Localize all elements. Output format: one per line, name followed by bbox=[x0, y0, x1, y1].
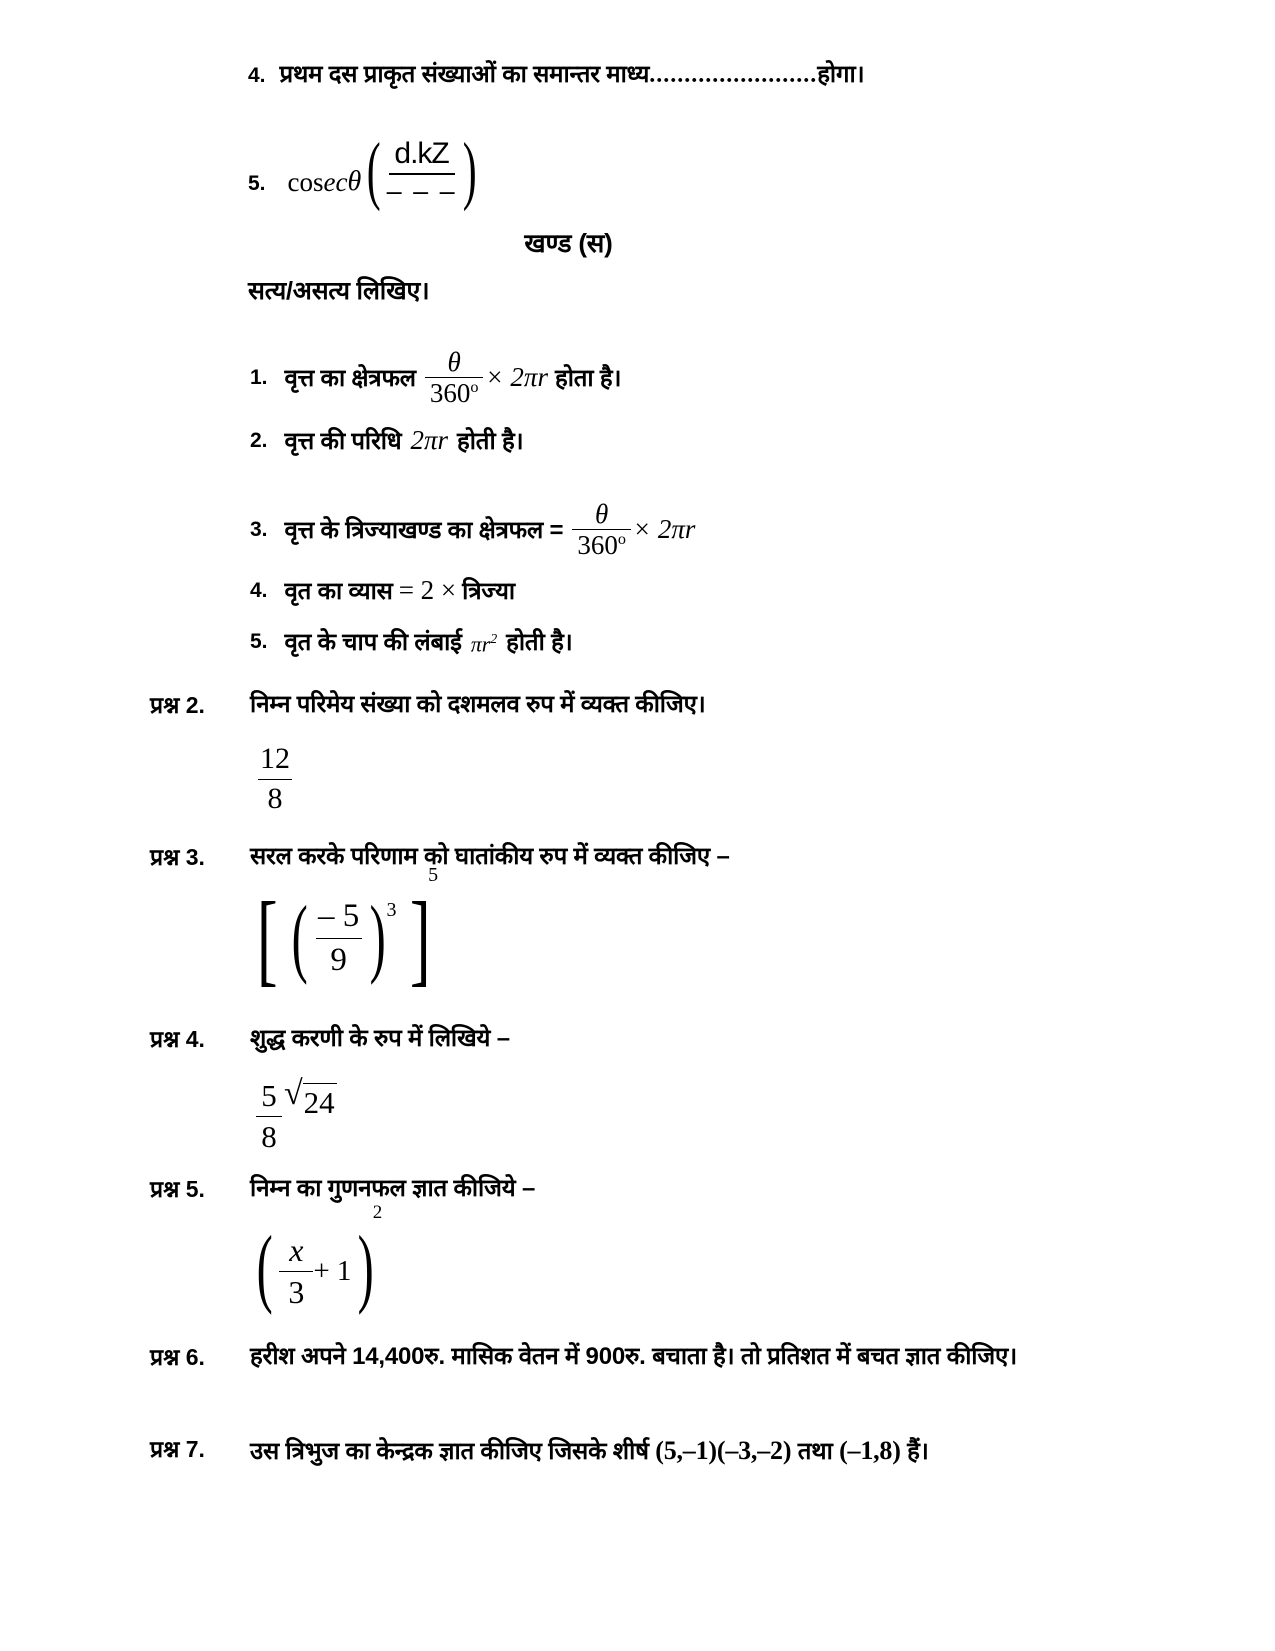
vertex-point-2: (–3,–2) bbox=[716, 1436, 792, 1465]
tf2-text-before: वृत्त की परिधि bbox=[284, 428, 402, 455]
paren-right: ) bbox=[358, 1219, 375, 1316]
inner-exponent: 3 bbox=[386, 899, 397, 922]
question-6-label: प्रश्न 6. bbox=[150, 1344, 205, 1370]
fraction-minus5-over-9 bbox=[314, 898, 363, 979]
tf4-math: = 2 × bbox=[398, 575, 457, 605]
question-3 bbox=[150, 840, 730, 875]
exponent: 2 bbox=[490, 631, 498, 647]
dkz-fraction bbox=[386, 137, 457, 207]
tf4-text-before: वृत का व्यास bbox=[284, 578, 393, 605]
question-6-text: हरीश अपने 14,400रु. मासिक वेतन में 900रु. बचाता है। तो प्रतिशत में बचत ज्ञात कीजिए। bbox=[250, 1343, 1017, 1370]
question-2-label: प्रश्न 2. bbox=[150, 692, 205, 718]
paren-left: ( bbox=[366, 128, 381, 212]
question-4-label: प्रश्न 4. bbox=[150, 1026, 205, 1052]
degree-symbol: o bbox=[617, 530, 626, 549]
denominator-value: 360 bbox=[429, 378, 471, 409]
question-4-expression bbox=[256, 1075, 337, 1155]
item-number: 4. bbox=[248, 64, 266, 87]
denominator: 3 bbox=[279, 1271, 313, 1311]
tf1-text-after: होता है। bbox=[554, 365, 622, 393]
section-heading: खण्ड (स) bbox=[524, 228, 613, 258]
item-number: 5. bbox=[250, 629, 268, 653]
question-2-expression bbox=[258, 742, 292, 816]
fraction-5-over-8 bbox=[256, 1078, 282, 1155]
true-false-item-1 bbox=[250, 348, 621, 408]
outer-exponent: 5 bbox=[428, 864, 439, 886]
question-3-expression bbox=[250, 864, 447, 996]
true-false-instruction bbox=[248, 273, 429, 307]
question-7-label: प्रश्न 7. bbox=[150, 1436, 205, 1462]
inner-group bbox=[285, 889, 403, 987]
tf2-math: 2πr bbox=[410, 425, 449, 455]
question-5 bbox=[150, 1172, 535, 1207]
question-7 bbox=[150, 1432, 1150, 1470]
item-number: 5. bbox=[248, 172, 266, 196]
fill-blank-item-4 bbox=[248, 58, 864, 92]
cosec-prefix bbox=[288, 167, 348, 198]
vertex-point-1: (5,–1) bbox=[655, 1436, 717, 1465]
degree-denominator bbox=[425, 377, 484, 407]
question-5-label: प्रश्न 5. bbox=[150, 1176, 205, 1202]
degree-symbol: o bbox=[470, 378, 479, 397]
denominator: 9 bbox=[316, 938, 362, 979]
question-4 bbox=[150, 1022, 510, 1057]
plus-one: + 1 bbox=[313, 1255, 352, 1287]
bracket-power-expression bbox=[250, 864, 447, 996]
question-7-text bbox=[250, 1432, 929, 1470]
fraction-x-over-3 bbox=[279, 1232, 313, 1311]
denominator: 8 bbox=[256, 1116, 282, 1155]
theta-symbol: θ bbox=[347, 166, 362, 198]
theta-numerator: θ bbox=[594, 499, 609, 529]
tf4-text-after: त्रिज्या bbox=[462, 578, 515, 605]
paren-right: ) bbox=[462, 128, 477, 212]
square-bracket-left: [ bbox=[256, 881, 278, 996]
question-5-expression bbox=[250, 1202, 390, 1316]
tf1-tail-math: × 2πr bbox=[485, 362, 548, 393]
vertex-point-3: (–1,8) bbox=[839, 1436, 901, 1465]
item-number: 1. bbox=[250, 365, 268, 389]
square-bracket-right: ] bbox=[409, 881, 431, 996]
true-false-item-3 bbox=[250, 500, 695, 560]
denominator: 8 bbox=[258, 779, 292, 816]
cosec-expression bbox=[287, 128, 482, 212]
ec-text: ec bbox=[323, 166, 348, 197]
numerator: 5 bbox=[261, 1078, 277, 1113]
true-false-item-5 bbox=[250, 625, 573, 658]
paren-left: ( bbox=[256, 1219, 273, 1316]
question-7-text-before: उस त्रिभुज का केन्द्रक ज्ञात कीजिए जिसके शीर्ष bbox=[250, 1438, 649, 1465]
fill-blank-item-5 bbox=[248, 128, 482, 212]
item-4-blank: ........................ bbox=[649, 62, 818, 88]
cos-text: cos bbox=[287, 166, 324, 197]
item-4-text-before: प्रथम दस प्राकृत संख्याओं का समान्तर माध्य bbox=[279, 61, 650, 88]
tf5-math bbox=[471, 631, 497, 657]
tf2-text-after: होती है। bbox=[457, 428, 524, 455]
item-number: 2. bbox=[250, 428, 268, 452]
dkz-numerator: d.kZ bbox=[394, 137, 449, 171]
exponent: 2 bbox=[372, 1202, 383, 1223]
numerator: x bbox=[289, 1232, 304, 1268]
item-number: 3. bbox=[250, 517, 268, 541]
item-4-text bbox=[280, 58, 865, 92]
tf3-text-before: वृत्त के त्रिज्याखण्ड का क्षेत्रफल = bbox=[284, 517, 564, 545]
paren-left: ( bbox=[291, 889, 308, 987]
radicand: 24 bbox=[303, 1085, 335, 1120]
question-2-text: निम्न परिमेय संख्या को दशमलव रुप में व्यक्त कीजिए। bbox=[250, 691, 706, 718]
paren-power-expression bbox=[250, 1202, 390, 1316]
theta-over-360-fraction bbox=[425, 348, 484, 408]
theta-numerator: θ bbox=[447, 347, 461, 377]
degree-denominator bbox=[572, 529, 631, 559]
dkz-denominator: – – – bbox=[386, 176, 457, 207]
question-3-label: प्रश्न 3. bbox=[150, 844, 205, 870]
true-false-item-2 bbox=[250, 424, 523, 457]
question-7-text-after: हैं। bbox=[907, 1438, 929, 1465]
question-3-text: सरल करके परिणाम को घातांकीय रुप में व्यक्त कीजिए – bbox=[250, 843, 730, 870]
question-4-text: शुद्ध करणी के रुप में लिखिये – bbox=[250, 1025, 510, 1052]
question-6 bbox=[150, 1340, 1110, 1375]
item-4-text-after: होगा। bbox=[817, 61, 865, 88]
theta-over-360-fraction bbox=[572, 500, 631, 560]
tf5-text-before: वृत के चाप की लंबाई bbox=[284, 629, 462, 656]
numerator: – 5 bbox=[317, 898, 360, 935]
question-5-text: निम्न का गुणनफल ज्ञात कीजिये – bbox=[250, 1175, 536, 1202]
true-false-instruction-text: सत्य/असत्य लिखिए। bbox=[248, 277, 430, 305]
item-number: 4. bbox=[250, 578, 268, 602]
pi-r-text: πr bbox=[470, 631, 491, 657]
tf3-tail-math: × 2πr bbox=[632, 514, 696, 545]
fraction-12-over-8 bbox=[258, 742, 292, 816]
numerator: 12 bbox=[260, 742, 290, 775]
radical-sign: √ bbox=[284, 1075, 303, 1112]
question-2 bbox=[150, 688, 706, 723]
tf1-text-before: वृत्त का क्षेत्रफल bbox=[284, 365, 416, 393]
square-root-24 bbox=[284, 1075, 337, 1121]
denominator-value: 360 bbox=[577, 530, 618, 561]
conjunction: तथा bbox=[797, 1438, 833, 1465]
tf5-text-after: होती है। bbox=[506, 629, 573, 656]
paren-right: ) bbox=[369, 889, 386, 987]
true-false-item-4 bbox=[250, 574, 515, 607]
